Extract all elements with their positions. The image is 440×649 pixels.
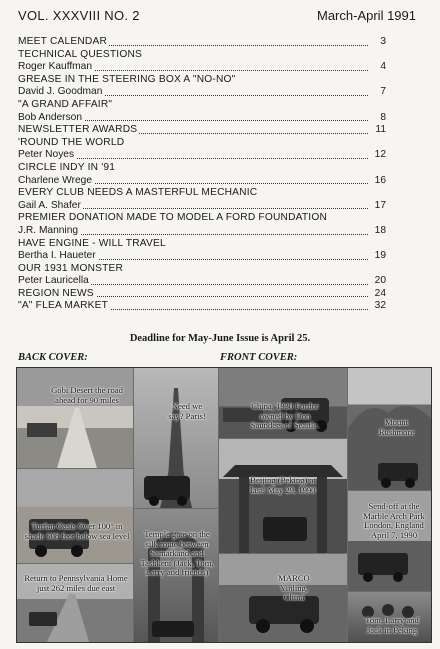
truck-illustration (17, 469, 133, 563)
masthead (18, 8, 422, 26)
toc-author: Peter Noyes 12 (18, 149, 386, 161)
toc-author: Charlene Wrege 16 (18, 174, 386, 186)
back-cover-label: BACK COVER: (18, 352, 88, 363)
toc-author: Roger Kauffman 4 (18, 61, 386, 73)
toc-author: J.R. Manning 18 (18, 224, 386, 236)
photo-collage (16, 367, 432, 643)
photo-beijing (219, 439, 347, 553)
toc-author: David J. Goodman 7 (18, 86, 386, 98)
caption-pennsylvania: Return to Pennsylvania Home just 262 miles due east (24, 573, 128, 593)
toc-item[interactable]: PREMIER DONATION MADE TO MODEL A FORD FOUNDATION (18, 212, 328, 224)
desert-road-illustration (17, 368, 133, 468)
caption-temple: Temple gate on the silk route between Samarkand and Tashkent (Jack, Tom, Larry and friends) (140, 529, 214, 578)
deadline-notice: Deadline for May-June Issue is April 25. (129, 333, 311, 344)
photo-gobi-desert (17, 368, 133, 468)
toc-item[interactable]: "A GRAND AFFAIR" (18, 98, 113, 110)
toc-item[interactable]: EVERY CLUB NEEDS A MASTERFUL MECHANIC (18, 187, 258, 199)
toc-item[interactable]: HAVE ENGINE - WILL TRAVEL (18, 237, 166, 249)
toc-item[interactable]: TECHNICAL QUESTIONS (18, 48, 142, 60)
toc-item[interactable]: "A" FLEA MARKET 32 (18, 300, 386, 312)
toc-item[interactable]: NEWSLETTER AWARDS 11 (18, 124, 386, 136)
toc-item[interactable]: REGION NEWS 24 (18, 287, 386, 299)
photo-paris (134, 368, 218, 508)
toc-author: Gail A. Shafer 17 (18, 199, 386, 211)
toc-author: Peter Lauricella 20 (18, 275, 386, 287)
caption-rushmore: Mount Rushmore (378, 417, 415, 437)
caption-china: China, 1930 Fordor owned by Don Saunders of Seattle. (250, 401, 320, 431)
caption-beijing: Beijing (Peking) at last! May 29, 1990 (250, 475, 316, 495)
photo-turfan-oasis (17, 469, 133, 563)
issue-date: March-April 1991 (317, 8, 416, 23)
toc-item[interactable]: CIRCLE INDY IN '91 (18, 161, 116, 173)
toc-item[interactable]: 'ROUND THE WORLD (18, 136, 125, 148)
gate-illustration (219, 439, 347, 553)
caption-paris: Need we say? Paris! (168, 401, 206, 421)
toc-author: Bob Anderson 8 (18, 111, 386, 123)
caption-marco: MARCO Yinling, China (278, 573, 310, 603)
toc-author: Bertha I. Haueter 19 (18, 250, 386, 262)
caption-turfan: Turfan Oasis Over 100° in shade 508 feet below sea level (24, 521, 130, 541)
front-cover-label: FRONT COVER: (220, 352, 298, 363)
toc-item[interactable]: MEET CALENDAR 3 (18, 36, 386, 47)
toc-item[interactable]: OUR 1931 MONSTER (18, 262, 124, 274)
caption-london: Send-off at the Marble Arch Park London, England April 7, 1990 (363, 501, 425, 540)
caption-gobi: Gobi Desert the road ahead for 90 miles (51, 385, 123, 405)
toc-item[interactable]: GREASE IN THE STEERING BOX A "NO-NO" (18, 73, 236, 85)
caption-tom-larry-jack: Tom, Larry and Jack in Peking (365, 615, 419, 635)
table-of-contents (18, 36, 386, 313)
volume-number: VOL. XXXVIII NO. 2 (18, 8, 140, 23)
eiffel-tower-illustration (134, 368, 218, 508)
